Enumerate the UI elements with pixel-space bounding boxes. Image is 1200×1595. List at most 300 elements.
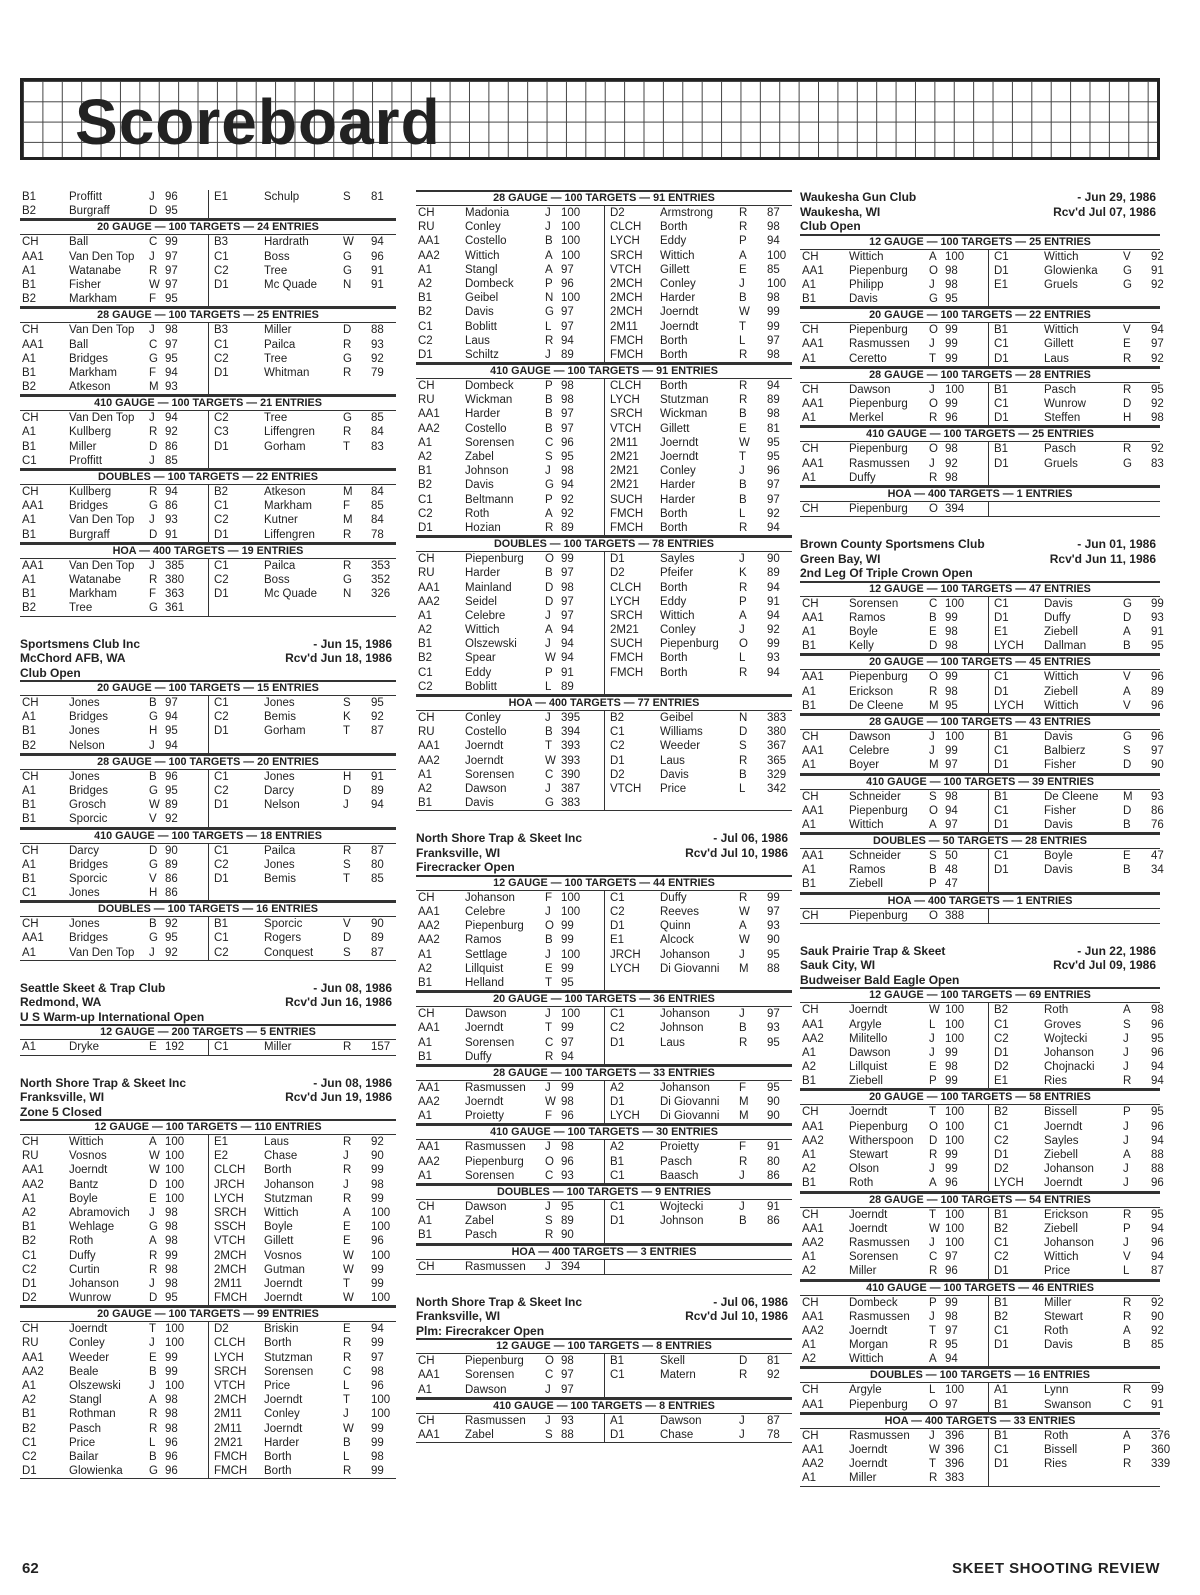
- results-block: [416, 536, 792, 695]
- result-cell: 394: [561, 726, 581, 739]
- result-cell: B2: [610, 712, 625, 724]
- result-cell: A2: [22, 1394, 37, 1407]
- result-row: [20, 1464, 396, 1478]
- result-cell: Costello: [465, 726, 507, 739]
- result-cell: B1: [418, 292, 433, 305]
- result-cell: B: [343, 1436, 351, 1449]
- result-cell: 99: [945, 1149, 958, 1161]
- result-cell: T: [929, 1458, 937, 1471]
- result-cell: W: [343, 1422, 354, 1435]
- result-cell: 100: [371, 1394, 391, 1407]
- result-cell: W: [149, 278, 160, 291]
- result-cell: 100: [945, 1032, 965, 1045]
- result-cell: 92: [561, 507, 574, 520]
- result-row: [416, 891, 792, 905]
- result-cell: Kullberg: [69, 486, 112, 498]
- results-block: [20, 395, 396, 469]
- result-cell: A1: [22, 784, 37, 797]
- result-cell: P: [1123, 1222, 1131, 1235]
- result-cell: 90: [165, 844, 178, 857]
- event-header: 20 GAUGE — 100 TARGETS — 22 ENTRIES: [800, 307, 1160, 323]
- result-cell: W: [343, 1292, 354, 1305]
- result-cell: R: [343, 426, 352, 439]
- result-cell: A: [1123, 1324, 1131, 1337]
- result-cell: Glowienka: [1044, 264, 1098, 277]
- result-cell: M: [343, 486, 353, 498]
- result-row: [800, 744, 1164, 758]
- result-cell: 92: [371, 352, 384, 365]
- result-cell: Stutzman: [660, 394, 709, 407]
- result-cell: 96: [1151, 1018, 1164, 1031]
- result-cell: E: [929, 626, 937, 638]
- club-location-line: [416, 1309, 792, 1324]
- result-cell: JRCH: [610, 948, 641, 961]
- result-row: [20, 235, 396, 249]
- club-location: Franksville, WI: [416, 845, 501, 860]
- results-block: [800, 987, 1164, 1089]
- result-cell: Lynn: [1044, 1384, 1069, 1397]
- result-cell: 92: [767, 1369, 780, 1382]
- result-cell: 99: [945, 338, 958, 351]
- result-row: [20, 886, 396, 900]
- result-cell: CH: [22, 770, 39, 783]
- result-cell: 367: [767, 740, 787, 753]
- result-cell: Chase: [660, 1429, 694, 1441]
- result-cell: O: [929, 909, 938, 922]
- result-row: [800, 502, 1160, 516]
- result-cell: B: [1123, 640, 1131, 653]
- result-cell: 96: [1151, 671, 1164, 684]
- result-cell: E1: [214, 191, 229, 203]
- result-row: [800, 1471, 1160, 1485]
- result-cell: 99: [945, 1163, 958, 1176]
- result-cell: SUCH: [610, 638, 643, 651]
- result-cell: Erickson: [849, 685, 894, 698]
- result-cell: G: [343, 264, 352, 277]
- result-cell: 89: [1151, 685, 1164, 698]
- result-cell: 96: [371, 1235, 384, 1248]
- result-cell: Wittich: [1044, 699, 1079, 712]
- result-cell: C2: [22, 1450, 37, 1463]
- result-row: [416, 768, 792, 782]
- result-row: [800, 730, 1164, 744]
- result-cell: G: [545, 306, 554, 319]
- result-cell: B: [739, 493, 747, 506]
- result-cell: R: [545, 521, 554, 534]
- result-cell: C1: [610, 1169, 625, 1182]
- result-cell: 97: [561, 1369, 574, 1382]
- result-row: [800, 1176, 1164, 1190]
- result-cell: 96: [767, 465, 780, 478]
- result-cell: 95: [1151, 383, 1164, 396]
- result-cell: AA2: [802, 1324, 824, 1337]
- result-cell: Ziebell: [1044, 685, 1078, 698]
- result-cell: J: [149, 454, 155, 467]
- result-cell: C2: [214, 412, 229, 425]
- result-cell: C1: [994, 1018, 1009, 1031]
- result-cell: AA2: [22, 1178, 44, 1191]
- event-header: 20 GAUGE — 100 TARGETS — 24 ENTRIES: [20, 219, 396, 235]
- result-cell: 96: [371, 1380, 384, 1392]
- club-info: [800, 944, 1160, 988]
- result-cell: 393: [561, 754, 581, 767]
- result-cell: Sorensen: [465, 1169, 515, 1182]
- event-header: 12 GAUGE — 200 TARGETS — 5 ENTRIES: [20, 1024, 396, 1040]
- result-cell: Johanson: [660, 948, 710, 961]
- result-cell: 90: [561, 1229, 574, 1242]
- result-cell: Militello: [849, 1032, 888, 1045]
- result-cell: V: [1123, 324, 1131, 337]
- result-cell: FMCH: [610, 348, 644, 361]
- club-name: North Shore Trap & Skeet Inc: [416, 831, 583, 846]
- result-cell: Miller: [1044, 1296, 1072, 1309]
- result-cell: Proffitt: [69, 191, 103, 203]
- result-cell: Joerndt: [849, 1208, 888, 1221]
- results-block: [800, 486, 1160, 517]
- event-name-line: [800, 973, 1160, 988]
- result-cell: 100: [371, 1206, 391, 1219]
- event-date: - Jun 08, 1986: [313, 1075, 392, 1090]
- result-cell: 96: [1151, 730, 1164, 743]
- result-cell: B3: [214, 324, 229, 337]
- result-cell: R: [929, 1339, 938, 1352]
- result-cell: 100: [767, 249, 787, 262]
- result-cell: Conley: [264, 1408, 300, 1421]
- result-row: [800, 442, 1164, 456]
- result-cell: C: [343, 1365, 352, 1378]
- result-cell: 95: [945, 699, 958, 712]
- result-cell: Jones: [69, 725, 100, 738]
- result-cell: 88: [1151, 1149, 1164, 1161]
- result-row: [800, 1148, 1164, 1162]
- result-cell: 89: [371, 784, 384, 797]
- club-location: Franksville, WI: [416, 1309, 501, 1324]
- result-cell: 86: [767, 1215, 780, 1228]
- result-row: [416, 407, 792, 421]
- result-cell: 90: [1151, 1310, 1164, 1323]
- result-cell: RU: [22, 1337, 39, 1350]
- result-cell: Ramos: [849, 611, 886, 624]
- result-cell: C2: [214, 573, 229, 586]
- result-cell: Borth: [660, 652, 688, 665]
- result-cell: Dawson: [465, 1008, 507, 1021]
- result-row: [800, 611, 1164, 625]
- result-cell: Jones: [264, 858, 295, 871]
- result-cell: Kullberg: [69, 426, 112, 439]
- result-cell: Davis: [660, 768, 689, 781]
- result-cell: 87: [371, 725, 384, 738]
- result-cell: 396: [945, 1458, 965, 1471]
- result-cell: B1: [994, 1296, 1009, 1309]
- result-cell: W: [343, 236, 354, 249]
- result-cell: G: [343, 250, 352, 263]
- result-cell: 97: [767, 493, 780, 506]
- result-cell: N: [545, 292, 554, 305]
- result-cell: 47: [945, 878, 958, 891]
- result-cell: M: [929, 699, 939, 712]
- result-cell: C: [545, 1369, 554, 1382]
- result-cell: 95: [371, 697, 384, 709]
- result-cell: L: [149, 1436, 156, 1449]
- result-cell: 97: [945, 818, 958, 831]
- result-cell: Dombeck: [849, 1296, 898, 1309]
- result-row: [800, 1250, 1164, 1264]
- result-cell: 98: [165, 324, 178, 337]
- result-cell: Dallman: [1044, 640, 1087, 653]
- event-name-line: [416, 1324, 792, 1339]
- result-cell: T: [739, 320, 747, 333]
- result-cell: 85: [165, 454, 178, 467]
- result-cell: J: [545, 1414, 551, 1427]
- result-cell: S: [1123, 1018, 1131, 1031]
- result-cell: Boblitt: [465, 680, 497, 693]
- result-cell: V: [1123, 671, 1131, 684]
- result-cell: E: [149, 1192, 157, 1205]
- result-row: [20, 425, 396, 439]
- result-row: [800, 1105, 1164, 1119]
- result-cell: 93: [165, 381, 178, 394]
- event-header: 410 GAUGE — 100 TARGETS — 46 ENTRIES: [800, 1280, 1160, 1296]
- result-cell: 95: [561, 451, 574, 463]
- result-cell: Piepenburg: [849, 502, 908, 515]
- result-cell: VTCH: [214, 1380, 246, 1392]
- result-cell: AA1: [802, 264, 824, 277]
- result-cell: K: [739, 567, 747, 580]
- result-cell: Witherspoon: [849, 1134, 914, 1147]
- result-cell: 94: [767, 235, 780, 248]
- result-cell: Zabel: [465, 1429, 494, 1441]
- result-cell: A1: [802, 1339, 817, 1352]
- received-date: Rcv'd Jul 07, 1986: [1053, 204, 1156, 219]
- result-cell: J: [545, 1141, 551, 1154]
- result-cell: Borth: [264, 1465, 292, 1478]
- result-cell: B1: [22, 872, 37, 885]
- result-cell: R: [929, 412, 938, 425]
- result-cell: S: [929, 850, 937, 863]
- result-row: [416, 1260, 792, 1274]
- club-name: Brown County Sportsmens Club: [800, 537, 985, 552]
- results-block: [800, 833, 1164, 893]
- result-row: [800, 1208, 1164, 1222]
- result-cell: C2: [418, 507, 433, 520]
- result-cell: 91: [767, 595, 780, 608]
- result-cell: Harder: [465, 567, 501, 580]
- result-cell: O: [929, 502, 938, 515]
- result-cell: Watanabe: [69, 573, 121, 586]
- result-row: [800, 877, 1160, 891]
- club-location: Green Bay, WI: [800, 551, 881, 566]
- event-name: Plm: Firecrakcer Open: [416, 1323, 545, 1338]
- event-name: 2nd Leg Of Triple Crown Open: [800, 566, 973, 581]
- result-row: [20, 710, 396, 724]
- result-cell: 86: [165, 872, 178, 885]
- result-cell: C2: [994, 1134, 1009, 1147]
- result-cell: AA2: [418, 249, 440, 262]
- result-cell: J: [149, 559, 155, 572]
- result-cell: 100: [945, 730, 965, 743]
- result-cell: Duffy: [849, 471, 876, 484]
- result-cell: 98: [371, 1178, 384, 1191]
- result-row: [416, 249, 792, 263]
- result-cell: B2: [22, 205, 37, 218]
- event-header: HOA — 400 TARGETS — 1 ENTRIES: [800, 486, 1160, 502]
- result-row: [800, 1264, 1164, 1278]
- result-cell: J: [929, 457, 935, 470]
- result-cell: D: [149, 528, 158, 541]
- result-cell: N: [739, 712, 748, 724]
- result-cell: Liffengren: [264, 426, 315, 439]
- result-cell: C1: [22, 454, 37, 467]
- result-cell: M: [739, 962, 749, 975]
- result-cell: 100: [165, 1178, 185, 1191]
- result-cell: R: [739, 1036, 748, 1049]
- result-cell: A: [149, 1235, 157, 1248]
- club-name-line: [20, 637, 396, 652]
- result-cell: Sporcic: [69, 813, 108, 826]
- results-block: [800, 426, 1164, 486]
- club-name-line: [416, 831, 792, 846]
- result-cell: B: [929, 611, 937, 624]
- result-cell: S: [343, 858, 351, 871]
- result-row: [20, 499, 396, 513]
- result-cell: Beltmann: [465, 493, 514, 506]
- result-cell: F: [343, 500, 351, 513]
- result-cell: AA1: [22, 500, 44, 513]
- result-cell: A1: [418, 948, 433, 961]
- club-location-line: [20, 1090, 396, 1105]
- result-row: [800, 1383, 1164, 1397]
- result-cell: P: [739, 235, 747, 248]
- event-header: 28 GAUGE — 100 TARGETS — 54 ENTRIES: [800, 1192, 1160, 1208]
- result-cell: 95: [561, 1201, 574, 1213]
- result-cell: T: [149, 1323, 157, 1336]
- result-cell: Miller: [264, 1041, 292, 1054]
- result-cell: 97: [561, 609, 574, 622]
- club-info: [416, 1295, 792, 1339]
- result-cell: R: [739, 754, 748, 767]
- result-cell: 100: [945, 597, 965, 610]
- result-cell: 95: [165, 725, 178, 738]
- result-cell: J: [739, 1414, 745, 1427]
- result-row: [20, 1192, 396, 1206]
- result-cell: Boblitt: [465, 320, 497, 333]
- result-cell: 99: [371, 1263, 384, 1276]
- result-row: [800, 909, 1160, 923]
- result-cell: Kutner: [264, 514, 298, 527]
- result-cell: D: [929, 1134, 938, 1147]
- result-cell: Di Giovanni: [660, 1110, 720, 1123]
- results-block: [20, 680, 396, 754]
- result-cell: Laus: [660, 754, 685, 767]
- result-cell: Wittich: [849, 818, 884, 831]
- result-row: [416, 320, 792, 334]
- result-cell: C1: [994, 1236, 1009, 1249]
- result-cell: Jones: [264, 697, 295, 709]
- result-cell: 80: [371, 858, 384, 871]
- result-cell: 97: [561, 306, 574, 319]
- result-cell: Fisher: [1044, 804, 1076, 817]
- result-cell: 84: [371, 486, 384, 498]
- result-cell: Pasch: [1044, 383, 1076, 396]
- result-cell: Laus: [465, 334, 490, 347]
- result-cell: R: [545, 334, 554, 347]
- result-cell: A1: [802, 278, 817, 291]
- result-cell: R: [343, 1465, 352, 1478]
- result-cell: 92: [1151, 1324, 1164, 1337]
- result-cell: Nelson: [264, 799, 300, 812]
- result-cell: J: [149, 250, 155, 263]
- result-cell: G: [149, 352, 158, 365]
- result-cell: Harder: [264, 1436, 300, 1449]
- result-cell: A1: [22, 264, 37, 277]
- result-cell: Gruels: [1044, 278, 1078, 291]
- result-cell: C1: [994, 850, 1009, 863]
- result-cell: AA1: [418, 408, 440, 421]
- result-cell: T: [343, 1277, 351, 1290]
- result-row: [416, 422, 792, 436]
- result-cell: 97: [561, 1036, 574, 1049]
- result-cell: D1: [994, 1265, 1009, 1278]
- result-row: [416, 436, 792, 450]
- result-cell: D1: [994, 457, 1009, 470]
- result-row: [20, 946, 396, 960]
- club-name: Sauk Prairie Trap & Skeet: [800, 943, 946, 958]
- result-cell: Conquest: [264, 946, 314, 959]
- result-cell: A: [545, 249, 553, 262]
- result-cell: W: [929, 1444, 940, 1456]
- results-block: [416, 1124, 792, 1184]
- result-cell: L: [343, 1380, 350, 1392]
- results-block: [800, 774, 1164, 834]
- event-name: Zone 5 Closed: [20, 1104, 103, 1119]
- result-cell: Piepenburg: [465, 1155, 524, 1168]
- result-row: [416, 277, 792, 291]
- result-cell: A: [545, 624, 553, 637]
- result-cell: 96: [561, 436, 574, 449]
- result-cell: R: [343, 366, 352, 379]
- result-cell: 100: [561, 221, 581, 234]
- result-cell: G: [149, 932, 158, 945]
- result-cell: Roth: [1044, 1004, 1069, 1017]
- result-cell: 99: [767, 891, 780, 904]
- result-cell: A1: [802, 1251, 817, 1264]
- result-cell: 100: [767, 277, 787, 290]
- result-cell: C: [149, 338, 158, 351]
- result-cell: 99: [945, 745, 958, 758]
- publication-title: SKEET SHOOTING REVIEW: [951, 1560, 1160, 1577]
- result-cell: Burgraff: [69, 528, 110, 541]
- result-cell: 92: [165, 426, 178, 439]
- result-cell: Harder: [465, 408, 501, 421]
- result-row: [20, 1234, 396, 1248]
- result-cell: De Cleene: [1044, 790, 1099, 803]
- result-cell: D: [545, 595, 554, 608]
- event-date: - Jun 29, 1986: [1077, 190, 1156, 204]
- club-location-line: [800, 552, 1160, 567]
- event-header: DOUBLES — 100 TARGETS — 16 ENTRIES: [800, 1367, 1160, 1383]
- result-row: [20, 190, 396, 204]
- section-gap: [416, 811, 792, 831]
- result-cell: AA1: [418, 1369, 440, 1382]
- result-row: [20, 1277, 396, 1291]
- result-cell: Joerndt: [849, 1444, 888, 1456]
- event-date: - Jun 01, 1986: [1077, 537, 1156, 552]
- result-cell: Piepenburg: [849, 804, 908, 817]
- result-cell: CH: [802, 502, 819, 515]
- result-row: [416, 1383, 792, 1397]
- results-block: [20, 190, 396, 219]
- result-cell: 98: [371, 1450, 384, 1463]
